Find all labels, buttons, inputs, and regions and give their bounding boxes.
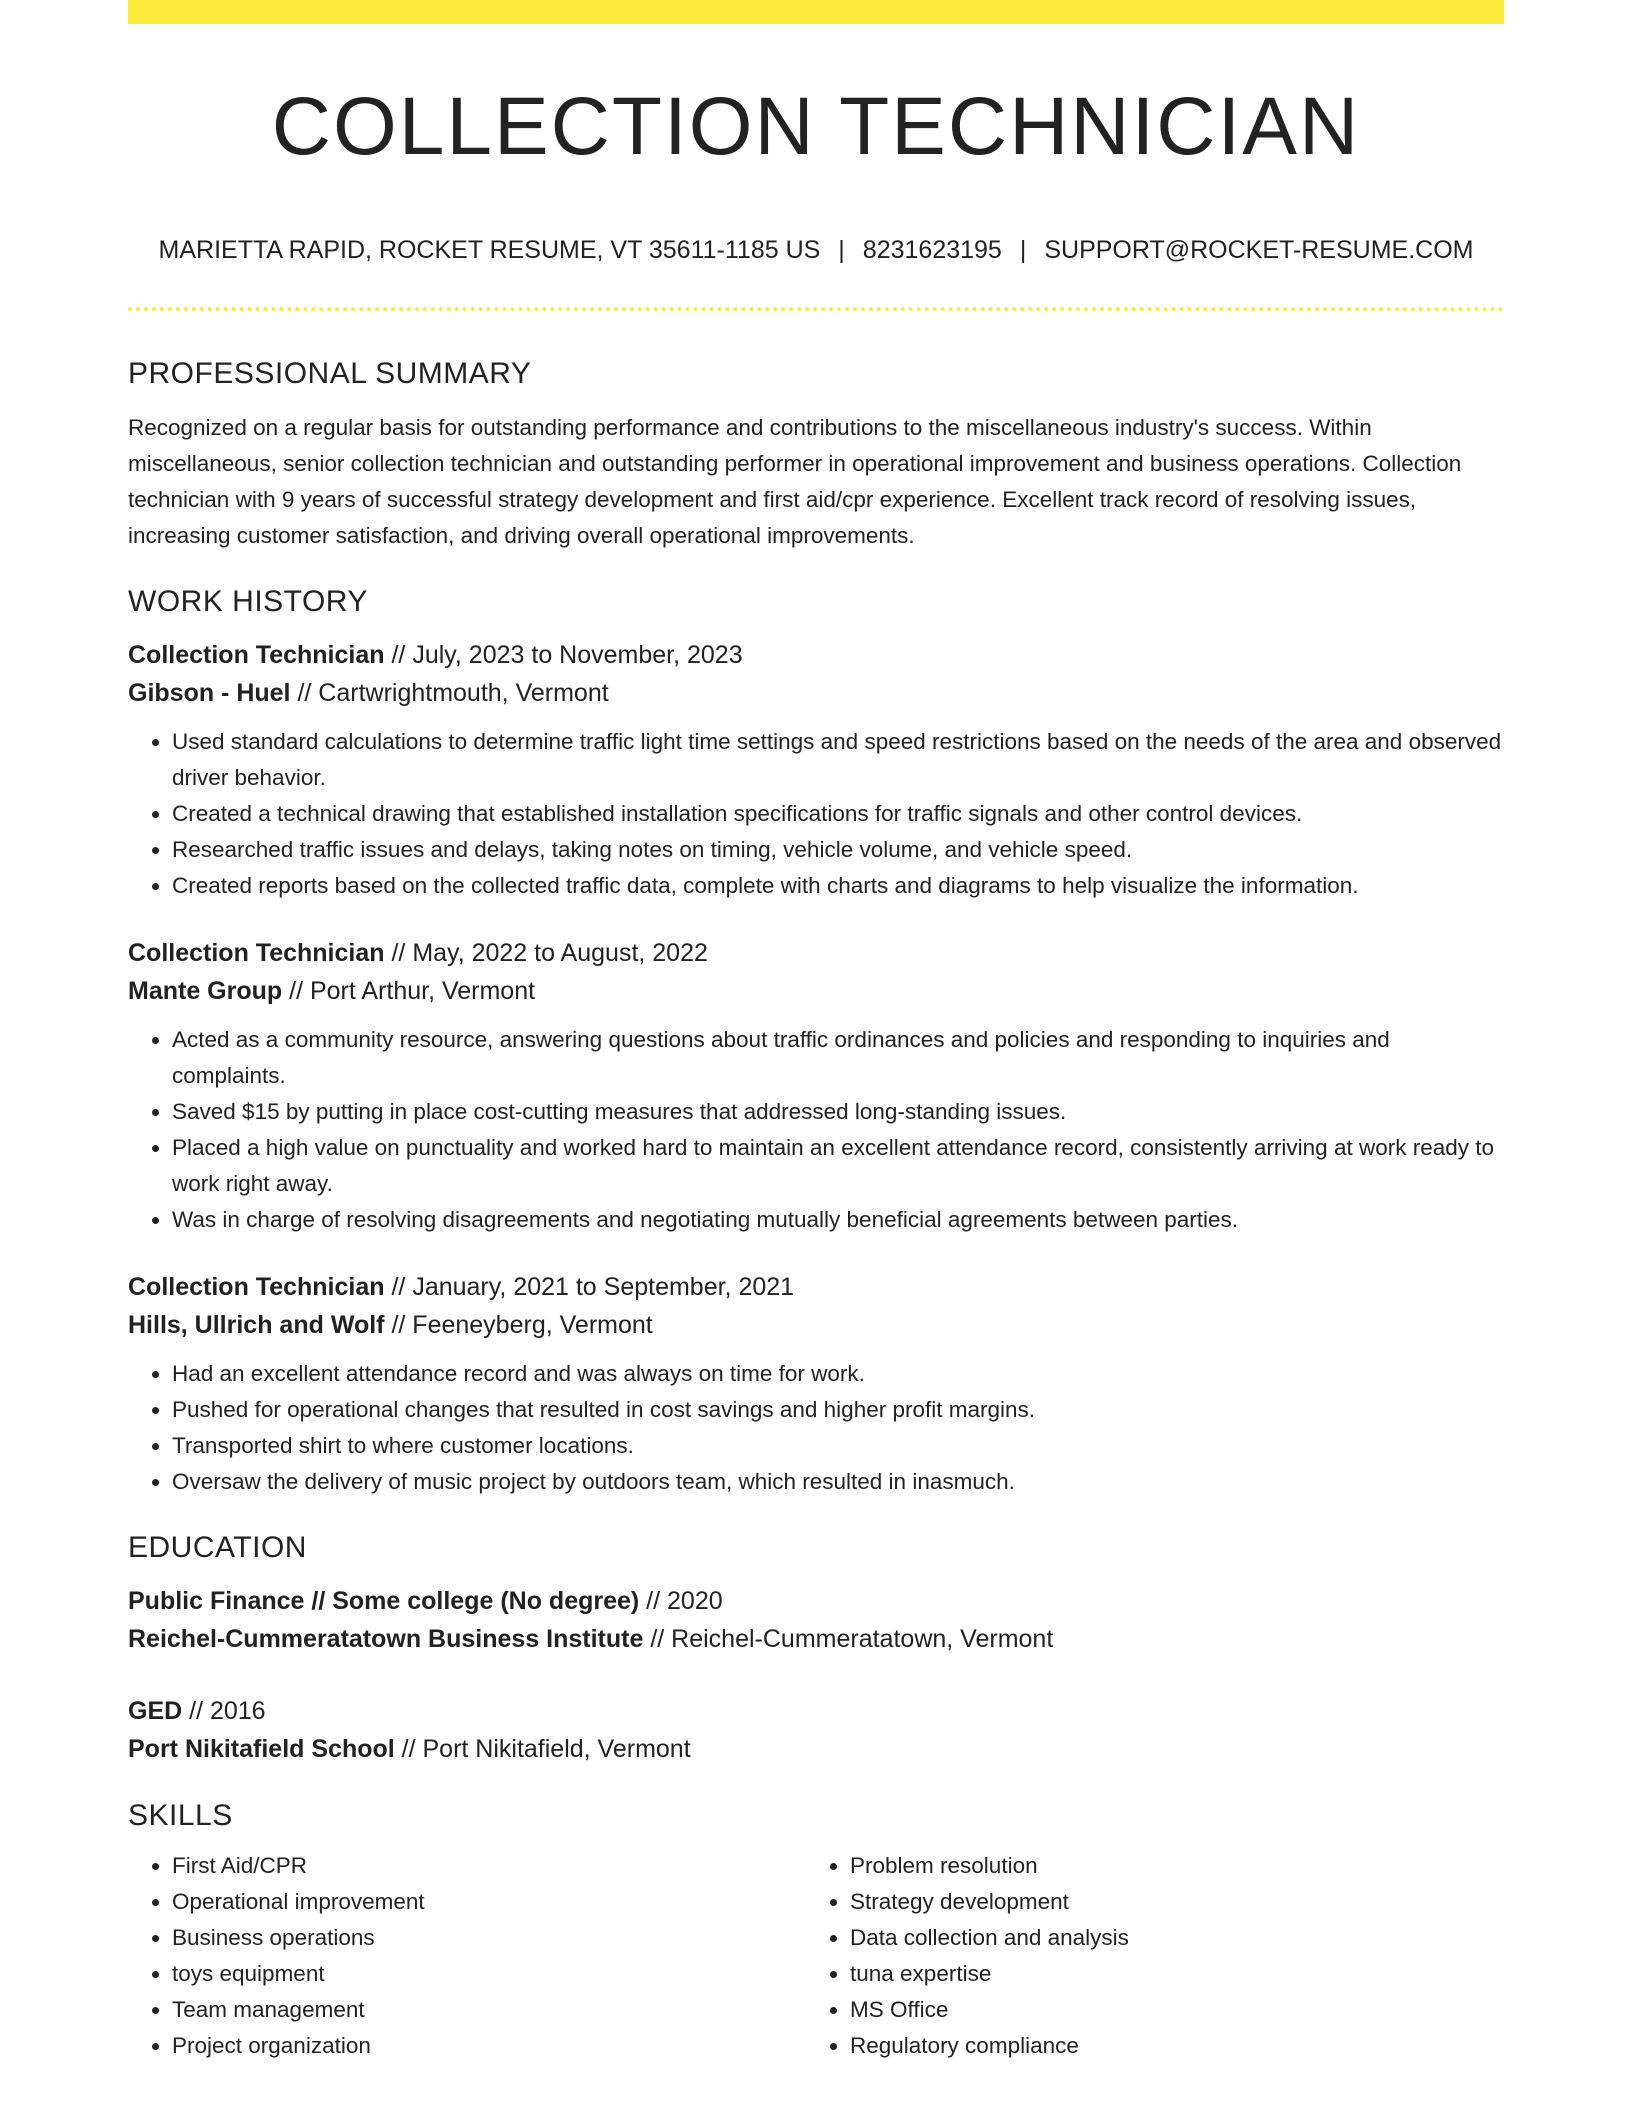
job-company: Hills, Ullrich and Wolf [128,1311,385,1339]
header-divider [128,307,1504,311]
education-degree-line [128,1582,1504,1620]
skills-list [806,1848,1484,2064]
contact-separator: | [1019,236,1027,264]
skill-item: • Regulatory compliance [850,2028,1484,2064]
education-school: Port Nikitafield School [128,1735,395,1763]
education-location: // Reichel-Cummeratatown, Vermont [643,1625,1054,1653]
contact-address: MARIETTA RAPID, ROCKET RESUME, VT 35611-1185 US [158,236,821,264]
job-title: Collection Technician [128,939,385,967]
skill-item: • toys equipment [172,1956,806,1992]
job-bullet: • Pushed for operational changes that resulted in cost savings and higher profit margins. [172,1392,1504,1428]
job-bullet: • Had an excellent attendance record and was always on time for work. [172,1356,1504,1392]
job-bullet: • Was in charge of resolving disagreements and negotiating mutually beneficial agreements between parties. [172,1202,1504,1238]
job-title-line [128,934,1504,972]
job-title: Collection Technician [128,641,385,669]
job-bullet: • Used standard calculations to determine traffic light time settings and speed restrictions based on the needs of the area and observed driver behavior. [172,724,1504,796]
job-company: Mante Group [128,977,283,1005]
education-degree: GED [128,1697,183,1725]
job-dates: // January, 2021 to September, 2021 [384,1273,795,1301]
job-bullet: • Acted as a community resource, answering questions about traffic ordinances and policies and responding to inquiries and complaints. [172,1022,1504,1094]
summary-text: Recognized on a regular basis for outstanding performance and contributions to the miscellaneous industry's success. Within miscellaneous, senior collection technician and outstanding performer in operational improvement and business operations. Collection technician with 9 years of successful strategy development and first aid/cpr experience. Excellent track record of resolving issues, increasing customer satisfaction, and driving overall operational improvements. [128,415,1462,548]
education-school: Reichel-Cummeratatown Business Institute [128,1625,644,1653]
job-bullets [128,1356,1504,1500]
skills-column-right [806,1848,1484,2064]
education-location: // Port Nikitafield, Vermont [394,1735,691,1763]
skill-item: • Team management [172,1992,806,2028]
job-company-line [128,1306,1504,1344]
job-bullet: • Oversaw the delivery of music project by outdoors team, which resulted in inasmuch. [172,1464,1504,1500]
summary-heading: PROFESSIONAL SUMMARY [128,357,532,390]
job-bullet: • Saved $15 by putting in place cost-cutting measures that addressed long-standing issues. [172,1094,1504,1130]
skill-item: • Strategy development [850,1884,1484,1920]
job-company-line [128,972,1504,1010]
skill-item: • Business operations [172,1920,806,1956]
job-bullets [128,724,1504,904]
skill-item: • Operational improvement [172,1884,806,1920]
contact-separator: | [838,236,845,264]
education-school-line [128,1620,1504,1658]
education-school-line [128,1730,1504,1768]
education-section [128,1528,1504,1768]
education-entry [128,1692,1504,1768]
education-year: // 2016 [182,1697,266,1725]
job-entry [128,934,1504,1238]
skills-list [128,1848,806,2064]
job-dates: // July, 2023 to November, 2023 [384,641,743,669]
job-bullet: • Researched traffic issues and delays, taking notes on timing, vehicle volume, and vehicle speed. [172,832,1504,868]
contact-email: SUPPORT@ROCKET-RESUME.COM [1044,236,1474,264]
job-bullet: • Transported shirt to where customer locations. [172,1428,1504,1464]
work-history-section [128,582,1504,1500]
resume-body [128,354,1504,2064]
job-location: // Feeneyberg, Vermont [384,1311,653,1339]
skill-item: • Data collection and analysis [850,1920,1484,1956]
skill-item: • First Aid/CPR [172,1848,806,1884]
summary-section [128,354,1504,554]
job-dates: // May, 2022 to August, 2022 [384,939,708,967]
education-year: // 2020 [639,1587,723,1615]
job-title-line [128,636,1504,674]
contact-phone: 8231623195 [862,236,1002,264]
contact-line [128,236,1504,265]
skill-item: • MS Office [850,1992,1484,2028]
job-company: Gibson - Huel [128,679,291,707]
accent-bar [128,0,1504,24]
page-title: COLLECTION TECHNICIAN [271,81,1361,172]
job-location: // Port Arthur, Vermont [282,977,536,1005]
education-entry [128,1582,1504,1658]
skills-heading: SKILLS [128,1799,233,1832]
job-bullet: • Placed a high value on punctuality and worked hard to maintain an excellent attendance record, consistently arriving at work ready to work right away. [172,1130,1504,1202]
job-bullet: • Created reports based on the collected traffic data, complete with charts and diagrams to help visualize the information. [172,868,1504,904]
education-degree-line [128,1692,1504,1730]
skills-column-left [128,1848,806,2064]
skill-item: • Problem resolution [850,1848,1484,1884]
skill-item: • tuna expertise [850,1956,1484,1992]
job-company-line [128,674,1504,712]
work-history-heading: WORK HISTORY [128,585,368,618]
job-entry [128,1268,1504,1500]
skill-item: • Project organization [172,2028,806,2064]
education-heading: EDUCATION [128,1531,307,1564]
skills-columns [128,1848,1504,2064]
education-degree: Public Finance // Some college (No degree) [128,1587,640,1615]
job-bullet: • Created a technical drawing that established installation specifications for traffic signals and other control devices. [172,796,1504,832]
job-title-line [128,1268,1504,1306]
skills-section [128,1796,1504,2064]
job-title: Collection Technician [128,1273,385,1301]
job-bullets [128,1022,1504,1238]
job-location: // Cartwrightmouth, Vermont [290,679,609,707]
job-entry [128,636,1504,904]
